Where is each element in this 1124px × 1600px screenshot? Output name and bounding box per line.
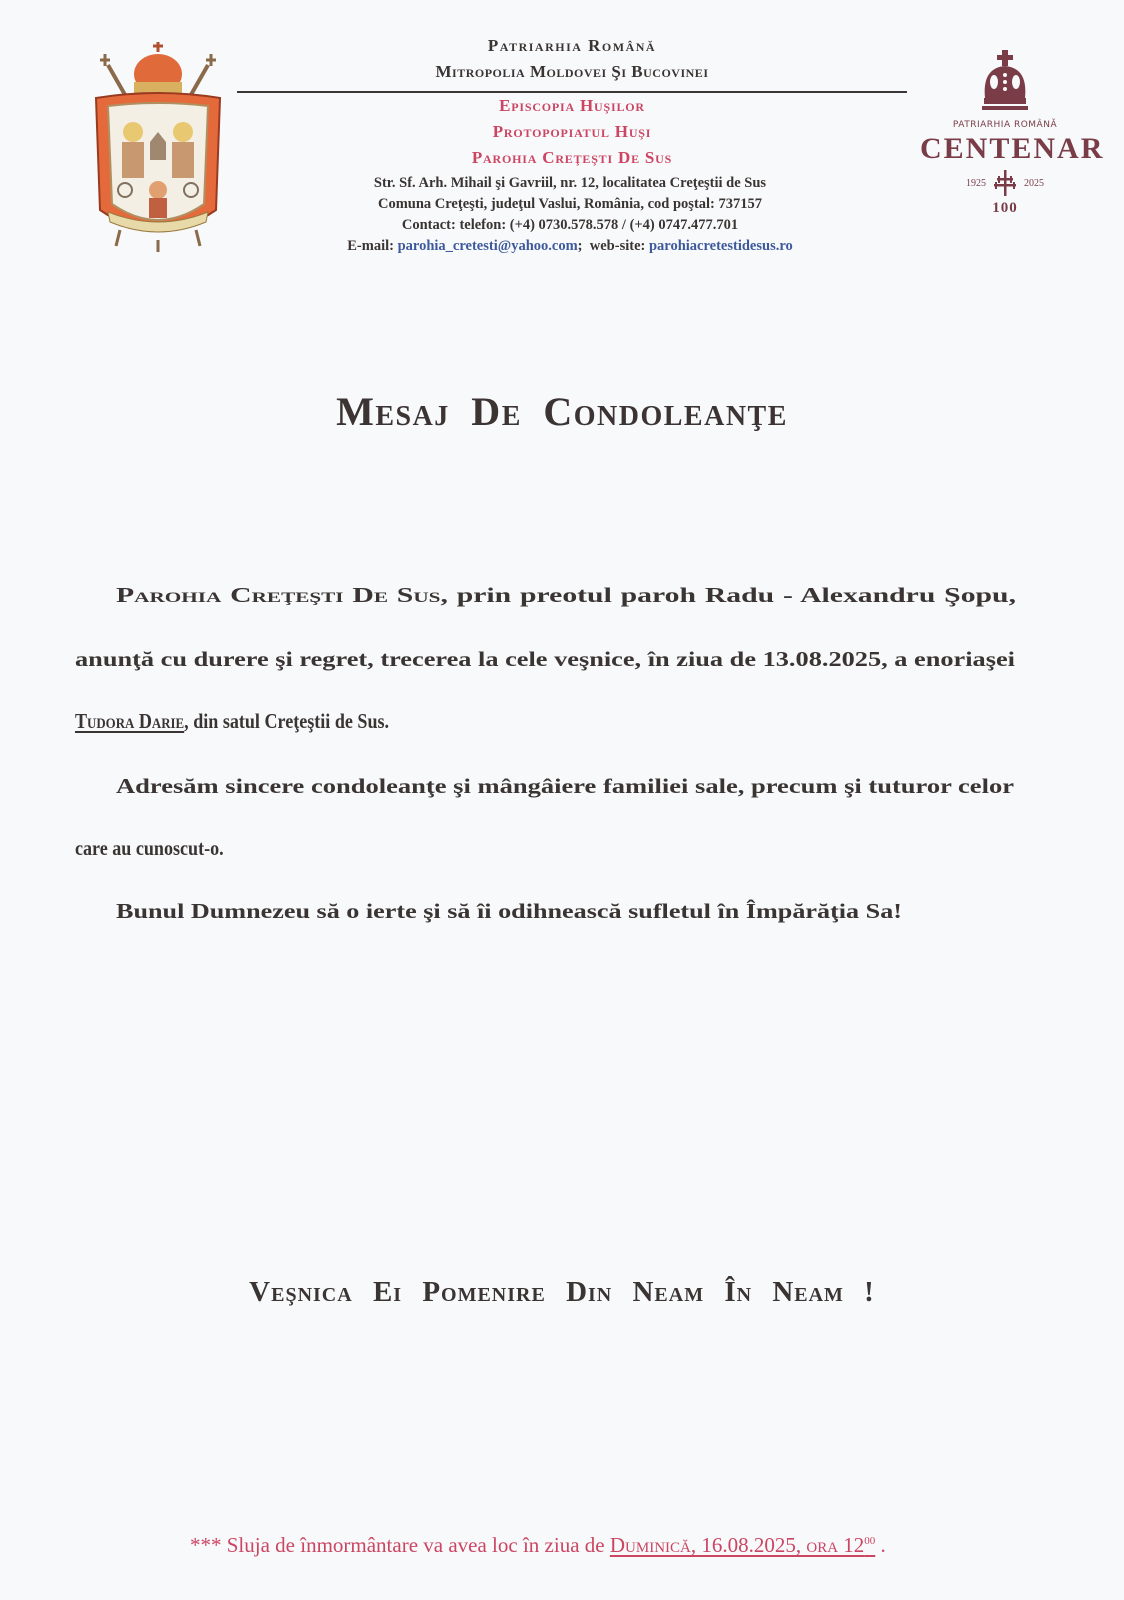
priest-text: , prin preotul paroh Radu - Alexandru Şopu,	[440, 583, 1016, 607]
year-end: 2025	[1024, 177, 1044, 189]
metropolis-heading: Mitropolia Moldovei Şi Bucovinei	[435, 62, 709, 81]
crown-icon	[980, 50, 1030, 112]
patriarchate-heading: Patriarhia Română	[487, 36, 657, 55]
header-divider	[237, 91, 907, 93]
deceased-name: Tudora Darie	[75, 709, 185, 733]
document-title: Mesaj De Condoleanţe	[336, 389, 788, 434]
email-label: E-mail:	[347, 238, 394, 254]
body-line-3	[75, 709, 389, 734]
funeral-note-suffix: .	[875, 1533, 886, 1557]
funeral-note-prefix: *** Sluja de înmormântare va avea loc în ziua de	[190, 1533, 610, 1557]
funeral-date-text: Duminică, 16.08.2025, ora 12	[609, 1533, 865, 1557]
body-line-2: anunţă cu durere şi regret, trecerea la cele veşnice, în ziua de 13.08.2025, a enoriaşei	[75, 647, 1016, 671]
village-text: , din satul Creţeştii de Sus.	[184, 709, 390, 733]
website-link[interactable]: parohiacretestidesus.ro	[648, 238, 793, 254]
centenar-word: CENTENAR	[920, 132, 1105, 165]
funeral-note	[190, 1533, 886, 1558]
diocese-coat-of-arms	[88, 40, 228, 255]
email-link[interactable]: parohia_cretesti@yahoo.com	[397, 238, 578, 254]
parish-heading: Parohia Creţeşti De Sus	[471, 148, 673, 167]
diocese-heading: Episcopia Huşilor	[499, 96, 645, 115]
hour-superscript: 00	[864, 1535, 876, 1547]
closing-phrase: Veşnica Ei Pomenire Din Neam În Neam !	[249, 1276, 875, 1308]
body-line-6: Bunul Dumnezeu să o ierte şi să îi odihnească sufletul în Împărăţia Sa!	[116, 899, 902, 923]
centenar-years	[920, 170, 1090, 196]
email-website-line: E-mail: parohia_cretesti@yahoo.com; web-site: parohiacretestidesus.ro	[347, 238, 793, 254]
address-line-2: Comuna Creţeşti, judeţul Vaslui, România, cod poştal: 737157	[377, 196, 763, 212]
contact-line: Contact: telefon: (+4) 0730.578.578 / (+4) 0747.477.701	[401, 217, 739, 233]
deanery-heading: Protopopiatul Huşi	[492, 122, 652, 141]
address-line-1: Str. Sf. Arh. Mihail şi Gavriil, nr. 12, localitatea Creţeştii de Sus	[373, 175, 767, 191]
body-line-4: Adresăm sincere condoleanţe şi mângâiere familiei sale, precum şi tuturor celor	[116, 774, 1014, 798]
centenar-logo	[920, 50, 1105, 260]
body-line-5: care au cunoscut-o.	[75, 836, 224, 860]
year-start: 1925	[966, 177, 986, 189]
body-line-1	[116, 583, 1016, 608]
coat-of-arms-icon	[88, 40, 228, 255]
orthodox-cross-icon	[994, 170, 1016, 196]
funeral-date-time	[610, 1533, 875, 1557]
website-label: web-site:	[589, 238, 646, 254]
centenar-number: 100	[992, 200, 1018, 216]
parish-name: Parohia Creţeşti De Sus	[116, 583, 441, 607]
centenar-org: PATRIARHIA ROMÂNĂ	[952, 120, 1058, 130]
